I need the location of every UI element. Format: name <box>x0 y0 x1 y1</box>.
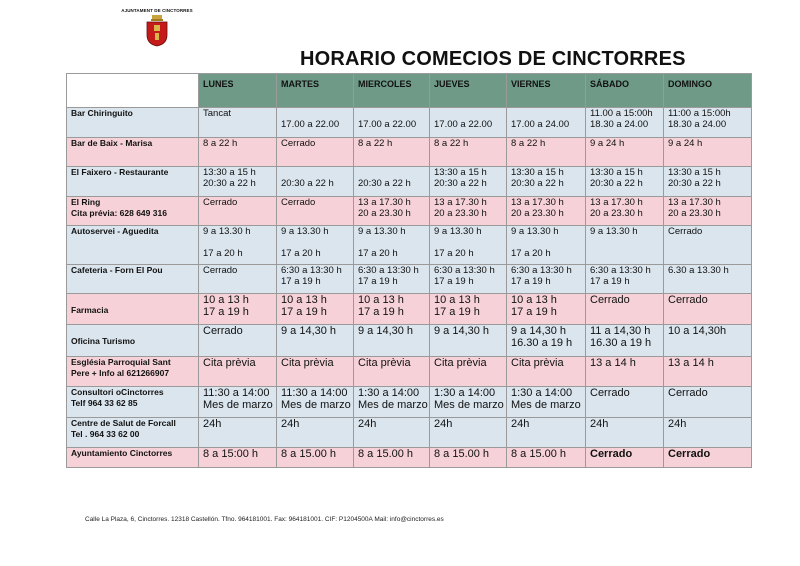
hours-cell-domingo <box>664 138 752 167</box>
hours-line: 8 a 22 h <box>434 138 469 149</box>
hours-cell-sabado <box>586 387 664 418</box>
hours-cell-domingo <box>664 387 752 418</box>
hours-line: 24h <box>358 418 377 430</box>
hours-line: 17 a 20 h <box>358 248 398 259</box>
hours-cell-viernes <box>507 418 586 448</box>
table-row <box>67 138 752 167</box>
business-name-esglesia-parroquial-sant-pere-info-al-621266907 <box>67 357 199 387</box>
business-name-bar-de-baix-marisa <box>67 138 199 167</box>
hours-line <box>511 237 581 248</box>
hours-cell-domingo <box>664 448 752 468</box>
hours-cell-jueves <box>430 265 507 294</box>
table-row <box>67 197 752 226</box>
hours-line: 10 a 14,30h <box>668 325 727 337</box>
hours-line: 13 a 17.30 h <box>511 197 564 208</box>
hours-line: 17 a 20 h <box>511 248 551 259</box>
hours-line: 10 a 13 h <box>358 294 404 306</box>
hours-line: 6:30 a 13:30 h <box>590 265 651 276</box>
hours-cell-lunes <box>199 325 277 357</box>
business-name-line: Pere + Info al 621266907 <box>71 368 170 378</box>
hours-cell-martes <box>277 138 354 167</box>
hours-cell-lunes <box>199 167 277 197</box>
table-row <box>67 448 752 468</box>
hours-cell-martes <box>277 418 354 448</box>
business-name-line: Autoservei - Aguedita <box>71 226 159 236</box>
hours-line: Cerrado <box>668 294 708 306</box>
hours-line: 8 a 22 h <box>511 138 546 149</box>
hours-cell-lunes <box>199 357 277 387</box>
hours-cell-martes <box>277 325 354 357</box>
hours-line: 9 a 13.30 h <box>281 226 329 237</box>
hours-line: 11:30 a 14:00 <box>281 387 348 399</box>
hours-line: 11 a 14,30 h <box>590 325 651 337</box>
hours-line: 6:30 a 13:30 h <box>281 265 342 276</box>
hours-line: 8 a 15.00 h <box>358 448 414 460</box>
business-name-cafeteria-forn-el-pou <box>67 265 199 294</box>
header-corner <box>67 74 199 108</box>
hours-line: Mes de marzo <box>358 399 428 411</box>
hours-cell-viernes <box>507 167 586 197</box>
hours-line: 10 a 13 h <box>511 294 557 306</box>
hours-line: 17 a 19 h <box>358 306 404 318</box>
hours-line: 24h <box>434 418 453 430</box>
business-name-line: Telf 964 33 62 85 <box>71 398 138 408</box>
hours-cell-viernes <box>507 294 586 325</box>
hours-cell-viernes <box>507 357 586 387</box>
hours-cell-viernes <box>507 226 586 265</box>
table-row <box>67 108 752 138</box>
hours-cell-sabado <box>586 197 664 226</box>
hours-cell-lunes <box>199 387 277 418</box>
hours-cell-sabado <box>586 448 664 468</box>
hours-line: 9 a 13.30 h <box>434 226 482 237</box>
business-name-line: El Ring <box>71 197 101 207</box>
business-name-line: Consultori oCinctorres <box>71 387 164 397</box>
hours-line: 6:30 a 13:30 h <box>511 265 572 276</box>
hours-line: 13:30 a 15 h <box>590 167 643 178</box>
hours-line: 20 a 23.30 h <box>511 208 564 219</box>
business-name-line: El Faixero - Restaurante <box>71 167 169 177</box>
hours-line: 20 a 23.30 h <box>590 208 643 219</box>
hours-cell-miercoles <box>354 167 430 197</box>
hours-line: Cerrado <box>203 265 238 276</box>
hours-cell-miercoles <box>354 265 430 294</box>
hours-line: 17 a 20 h <box>203 248 243 259</box>
hours-line: 1:30 a 14:00 <box>511 387 573 399</box>
hours-cell-sabado <box>586 108 664 138</box>
hours-line: 17 a 19 h <box>358 276 398 287</box>
hours-line: Mes de marzo <box>203 399 273 411</box>
business-name-line: Ayuntamiento Cinctorres <box>71 448 173 458</box>
hours-cell-sabado <box>586 357 664 387</box>
business-name-bar-chiringuito <box>67 108 199 138</box>
hours-line: 17 a 19 h <box>203 306 249 318</box>
hours-line: 9 a 14,30 h <box>434 325 490 337</box>
hours-line: 9 a 24 h <box>590 138 625 149</box>
hours-line: 13 a 17.30 h <box>434 197 487 208</box>
table-row <box>67 387 752 418</box>
hours-line: 10 a 13 h <box>281 294 327 306</box>
hours-line: Cita prèvia <box>434 357 487 369</box>
header-day-monday: LUNES <box>199 74 277 108</box>
hours-line: Cerrado <box>590 387 630 399</box>
hours-line: 13:30 a 15 h <box>434 167 487 178</box>
hours-cell-miercoles <box>354 197 430 226</box>
municipal-logo <box>118 8 196 47</box>
hours-cell-domingo <box>664 167 752 197</box>
hours-cell-miercoles <box>354 357 430 387</box>
hours-cell-viernes <box>507 108 586 138</box>
table-row <box>67 226 752 265</box>
hours-cell-miercoles <box>354 418 430 448</box>
hours-cell-lunes <box>199 448 277 468</box>
hours-cell-martes <box>277 294 354 325</box>
hours-line: 17 a 20 h <box>434 248 474 259</box>
table-row <box>67 325 752 357</box>
hours-cell-viernes <box>507 138 586 167</box>
hours-line: 20:30 a 22 h <box>590 178 643 189</box>
hours-line: 13 a 17.30 h <box>358 197 411 208</box>
hours-line <box>434 237 502 248</box>
hours-line: 10 a 13 h <box>203 294 249 306</box>
hours-line: 17 a 20 h <box>281 248 321 259</box>
header-day-wednesday: MIERCOLES <box>354 74 430 108</box>
hours-line: Cerrado <box>590 294 630 306</box>
hours-line: Cita prèvia <box>281 357 334 369</box>
hours-line: 20 a 23.30 h <box>668 208 721 219</box>
hours-line: 10 a 13 h <box>434 294 480 306</box>
business-name-el-ring-cita-previa-628-649-316 <box>67 197 199 226</box>
hours-cell-sabado <box>586 294 664 325</box>
logo-text: AJUNTAMENT DE CINCTORRES <box>121 8 193 13</box>
hours-line: 13 a 14 h <box>590 357 636 369</box>
business-name-line: Centre de Salut de Forcall <box>71 418 176 428</box>
hours-cell-martes <box>277 167 354 197</box>
business-name-line: Farmacia <box>71 305 109 315</box>
hours-cell-miercoles <box>354 325 430 357</box>
hours-line <box>203 237 272 248</box>
hours-line: Cita prèvia <box>511 357 564 369</box>
hours-line <box>281 237 349 248</box>
page-title: HORARIO COMECIOS DE CINCTORRES <box>300 48 686 70</box>
header-day-sunday: DOMINGO <box>664 74 752 108</box>
hours-cell-miercoles <box>354 226 430 265</box>
hours-line: 20 a 23.30 h <box>358 208 411 219</box>
hours-line: 20:30 a 22 h <box>668 178 721 189</box>
hours-cell-jueves <box>430 197 507 226</box>
hours-line: 9 a 13.30 h <box>358 226 406 237</box>
hours-cell-martes <box>277 387 354 418</box>
business-name-line: Bar Chiringuito <box>71 108 133 118</box>
hours-line: 18.30 a 24.00 <box>668 119 727 130</box>
business-name-oficina-turismo <box>67 325 199 357</box>
hours-line: 17.00 a 24.00 <box>511 119 570 130</box>
hours-line: 1:30 a 14:00 <box>358 387 420 399</box>
hours-cell-sabado <box>586 226 664 265</box>
hours-cell-lunes <box>199 294 277 325</box>
business-name-line <box>71 325 194 336</box>
hours-line: 24h <box>203 418 222 430</box>
hours-line: 17 a 19 h <box>434 306 480 318</box>
business-name-ayuntamiento-cinctorres <box>67 448 199 468</box>
hours-line: 9 a 13.30 h <box>203 226 251 237</box>
hours-line: 24h <box>668 418 687 430</box>
business-name-consultori-ocinctorres-telf-964-33-62-85 <box>67 387 199 418</box>
hours-line: 17 a 19 h <box>434 276 474 287</box>
coat-of-arms-icon <box>146 15 168 47</box>
hours-line: 9 a 13.30 h <box>590 226 638 237</box>
hours-line: 20:30 a 22 h <box>511 178 564 189</box>
hours-line: 9 a 24 h <box>668 138 703 149</box>
business-name-line: Oficina Turismo <box>71 336 136 346</box>
hours-line: 17 a 19 h <box>590 276 630 287</box>
table-header-row <box>67 74 752 108</box>
business-name-line: Tel . 964 33 62 00 <box>71 429 140 439</box>
hours-cell-jueves <box>430 357 507 387</box>
hours-cell-jueves <box>430 226 507 265</box>
hours-line <box>281 108 349 119</box>
hours-line: 1:30 a 14:00 <box>434 387 496 399</box>
business-name-farmacia <box>67 294 199 325</box>
schedule-table <box>66 73 752 468</box>
hours-cell-miercoles <box>354 108 430 138</box>
hours-line: 20 a 23.30 h <box>434 208 487 219</box>
hours-line: 13 a 14 h <box>668 357 714 369</box>
business-name-line <box>71 294 194 305</box>
hours-line: 9 a 14,30 h <box>511 325 567 337</box>
hours-line: 13:30 a 15 h <box>203 167 256 178</box>
hours-cell-domingo <box>664 265 752 294</box>
hours-cell-sabado <box>586 418 664 448</box>
hours-line: Cerrado <box>668 448 711 460</box>
business-name-line: Bar de Baix - Marisa <box>71 138 153 148</box>
hours-cell-lunes <box>199 265 277 294</box>
hours-cell-jueves <box>430 138 507 167</box>
table-row <box>67 357 752 387</box>
hours-line: 24h <box>590 418 609 430</box>
hours-cell-lunes <box>199 138 277 167</box>
hours-line: 17 a 19 h <box>281 306 327 318</box>
table-row <box>67 167 752 197</box>
header-day-friday: VIERNES <box>507 74 586 108</box>
hours-line: Cerrado <box>281 197 316 208</box>
hours-line: Cita prèvia <box>358 357 411 369</box>
hours-line: 6:30 a 13:30 h <box>358 265 419 276</box>
table-row <box>67 265 752 294</box>
header-day-tuesday: MARTES <box>277 74 354 108</box>
hours-line: 13:30 a 15 h <box>511 167 564 178</box>
hours-cell-jueves <box>430 418 507 448</box>
hours-line: 16.30 a 19 h <box>590 337 652 349</box>
hours-line: 6:30 a 13:30 h <box>434 265 495 276</box>
hours-line <box>358 167 425 178</box>
hours-line: Cerrado <box>203 197 238 208</box>
hours-cell-sabado <box>586 325 664 357</box>
hours-cell-martes <box>277 108 354 138</box>
hours-cell-lunes <box>199 197 277 226</box>
hours-line: Mes de marzo <box>281 399 351 411</box>
hours-cell-martes <box>277 448 354 468</box>
hours-line: 24h <box>511 418 530 430</box>
hours-cell-lunes <box>199 418 277 448</box>
hours-cell-domingo <box>664 294 752 325</box>
business-name-centre-de-salut-de-forcall-tel-964-33-62-00 <box>67 418 199 448</box>
business-name-line: Església Parroquial Sant <box>71 357 171 367</box>
hours-cell-lunes <box>199 226 277 265</box>
hours-cell-viernes <box>507 387 586 418</box>
hours-line: 8 a 15.00 h <box>281 448 337 460</box>
hours-line <box>281 167 349 178</box>
hours-line: Mes de marzo <box>434 399 504 411</box>
hours-line: 13:30 a 15 h <box>668 167 721 178</box>
hours-cell-viernes <box>507 197 586 226</box>
table-row <box>67 294 752 325</box>
hours-line: 8 a 15.00 h <box>511 448 567 460</box>
hours-cell-domingo <box>664 108 752 138</box>
hours-line <box>511 108 581 119</box>
hours-line: 9 a 14,30 h <box>281 325 337 337</box>
hours-line: 8 a 22 h <box>203 138 238 149</box>
hours-cell-jueves <box>430 387 507 418</box>
hours-cell-jueves <box>430 294 507 325</box>
hours-cell-domingo <box>664 418 752 448</box>
hours-cell-jueves <box>430 108 507 138</box>
hours-line <box>358 237 425 248</box>
hours-line: 11:00 a 15:00h <box>668 108 731 119</box>
header-day-thursday: JUEVES <box>430 74 507 108</box>
hours-cell-miercoles <box>354 448 430 468</box>
hours-line: Cita prèvia <box>203 357 256 369</box>
business-name-autoservei-aguedita <box>67 226 199 265</box>
hours-line: 17.00 a 22.00 <box>434 119 493 130</box>
hours-line: 17.00 a 22.00 <box>358 119 417 130</box>
hours-line: 17 a 19 h <box>511 276 551 287</box>
hours-cell-viernes <box>507 325 586 357</box>
hours-line: 13 a 17.30 h <box>590 197 643 208</box>
hours-line <box>434 108 502 119</box>
hours-line: Cerrado <box>203 325 243 337</box>
hours-line: 8 a 22 h <box>358 138 393 149</box>
hours-cell-jueves <box>430 448 507 468</box>
hours-line: 11:30 a 14:00 <box>203 387 270 399</box>
hours-line: 20:30 a 22 h <box>434 178 487 189</box>
hours-line: 13 a 17.30 h <box>668 197 721 208</box>
hours-cell-domingo <box>664 197 752 226</box>
table-row <box>67 418 752 448</box>
hours-line: 9 a 14,30 h <box>358 325 414 337</box>
hours-line: 18.30 a 24.00 <box>590 119 649 130</box>
hours-line: Cerrado <box>590 448 633 460</box>
hours-line: Cerrado <box>281 138 316 149</box>
business-name-el-faixero-restaurante <box>67 167 199 197</box>
hours-line: 17.00 a 22.00 <box>281 119 340 130</box>
business-name-line: Cafeteria - Forn El Pou <box>71 265 163 275</box>
hours-line: 20:30 a 22 h <box>203 178 256 189</box>
hours-cell-sabado <box>586 138 664 167</box>
hours-line: 20:30 a 22 h <box>281 178 334 189</box>
hours-cell-viernes <box>507 265 586 294</box>
hours-line: Mes de marzo <box>511 399 581 411</box>
hours-line: 6.30 a 13.30 h <box>668 265 729 276</box>
hours-cell-miercoles <box>354 138 430 167</box>
hours-cell-domingo <box>664 325 752 357</box>
hours-cell-miercoles <box>354 294 430 325</box>
hours-cell-viernes <box>507 448 586 468</box>
footer-address: Calle La Plaza, 6, Cinctorres. 12318 Castellón. Tfno. 964181001. Fax: 964181001. CIF: P1204500A Mail: info@cinctorres.es <box>85 516 444 523</box>
hours-cell-sabado <box>586 265 664 294</box>
hours-cell-miercoles <box>354 387 430 418</box>
hours-cell-domingo <box>664 226 752 265</box>
hours-cell-lunes <box>199 108 277 138</box>
hours-line: Cerrado <box>668 226 703 237</box>
hours-cell-martes <box>277 265 354 294</box>
hours-cell-martes <box>277 357 354 387</box>
hours-cell-jueves <box>430 325 507 357</box>
hours-cell-sabado <box>586 167 664 197</box>
hours-line: 11.00 a 15:00h <box>590 108 653 119</box>
header-day-saturday: SÁBADO <box>586 74 664 108</box>
hours-line: 8 a 15:00 h <box>203 448 259 460</box>
hours-line: Tancat <box>203 108 231 119</box>
table-body <box>67 108 752 468</box>
hours-line: 9 a 13.30 h <box>511 226 559 237</box>
hours-line: 8 a 15.00 h <box>434 448 490 460</box>
hours-cell-jueves <box>430 167 507 197</box>
hours-line: 17 a 19 h <box>281 276 321 287</box>
hours-line: 17 a 19 h <box>511 306 557 318</box>
hours-line: 20:30 a 22 h <box>358 178 411 189</box>
hours-cell-domingo <box>664 357 752 387</box>
hours-line: 16.30 a 19 h <box>511 337 573 349</box>
hours-line: 24h <box>281 418 300 430</box>
hours-cell-martes <box>277 226 354 265</box>
hours-line: Cerrado <box>668 387 708 399</box>
hours-cell-martes <box>277 197 354 226</box>
hours-line <box>358 108 425 119</box>
business-name-line: Cita prévia: 628 649 316 <box>71 208 167 218</box>
